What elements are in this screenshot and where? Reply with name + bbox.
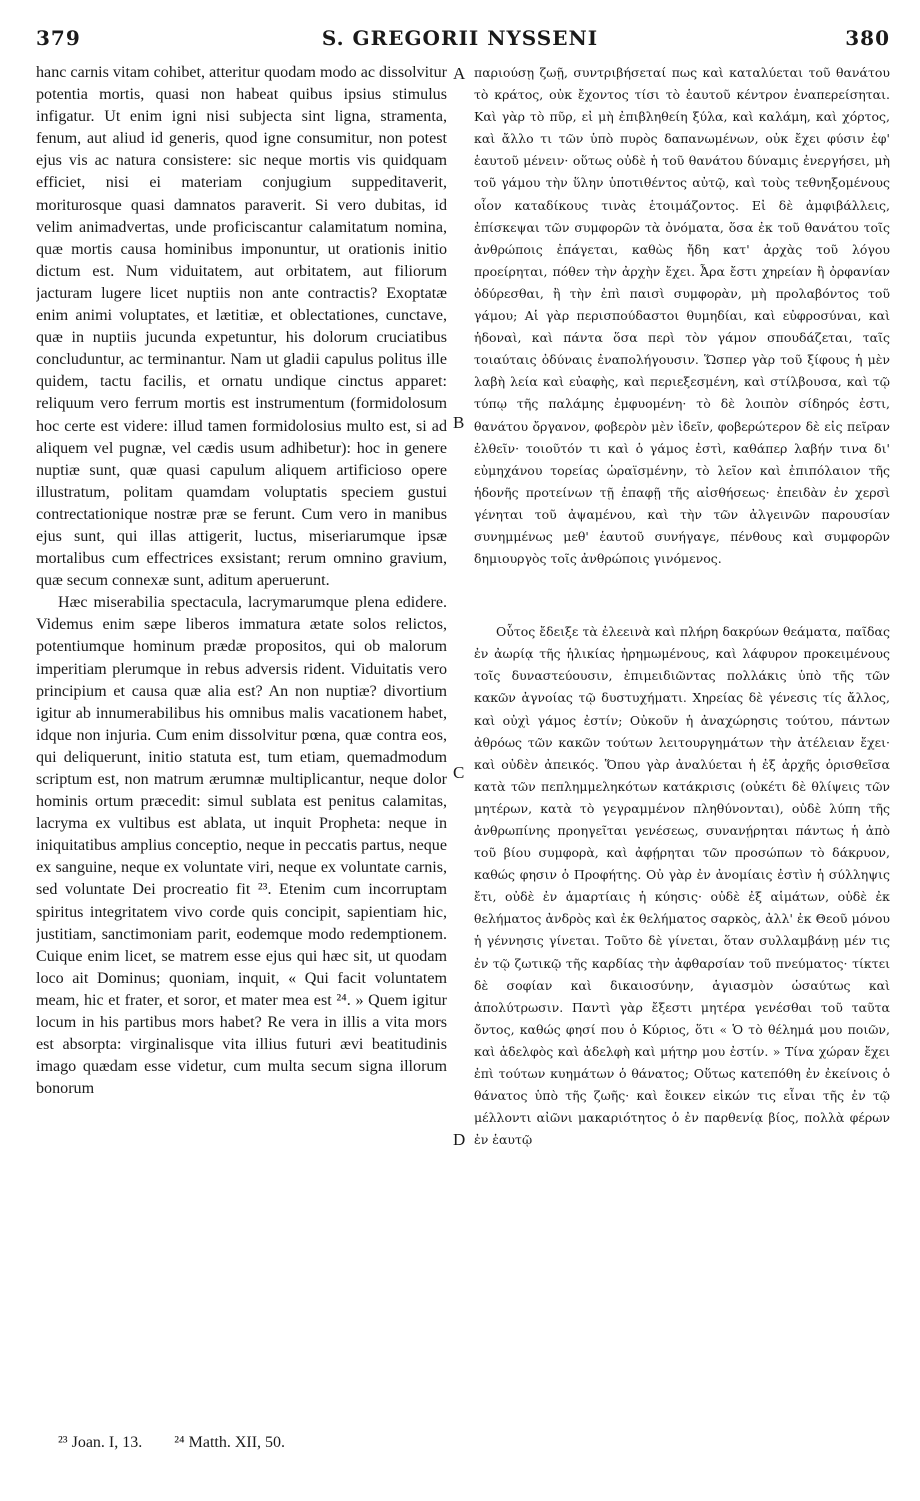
section-marker-c: C (453, 763, 465, 782)
section-marker-d: D (453, 1130, 466, 1149)
footnote-23: ²³ Joan. I, 13. (58, 1434, 143, 1451)
greek-paragraph-1: παριούσῃ ζωῇ, συντριβήσεταί πως καὶ καταλύεται τοῦ θανάτου τὸ κράτος, οὐκ ἔχοντος τίσι τὸ ἑαυτοῦ κέντρον ἐναπερείσηται. Καὶ γὰρ τὸ πῦρ, εἰ μὴ ἐπιβληθείη ξύλα, καὶ καλάμη, καὶ χόρτος, καὶ ἄλλο τι τῶν ὑπὸ πυρὸς δαπανωμένων, οὐκ ἔχει φύσιν ἐφ' ἑαυτοῦ μένειν· οὕτως οὐδὲ ἡ τοῦ θανάτου δύναμις ἐνεργήσει, μὴ τοῦ γάμου τὴν ὕλην ὑποτιθέντος αὐτῷ, καὶ τοὺς τεθνηξομένους οἷον καταδίκους τινὰς ἑτοιμάζοντος. Εἰ δὲ ἀμφιβάλλεις, ἐπίσκεψαι τῶν συμφορῶν τὰ ὀνόματα, ὅσα ἐκ τοῦ θανάτου τοῖς ἀνθρώποις ἐπάγεται, καθὼς ἤδη κατ' ἀρχὰς τοῦ λόγου προείρηται, πόθεν τὴν ἀρχὴν ἔχει. Ἆρα ἔστι χηρείαν ἢ ὀρφανίαν ὀδύρεσθαι, ἢ τὴν ἐπὶ παισὶ συμφορὰν, μὴ προλαβόντος τοῦ γάμου; Αἱ γὰρ περισπούδαστοι θυμηδίαι, καὶ εὐφροσύναι, καὶ ἡδοναὶ, καὶ πάντα ὅσα περὶ τὸν γάμον σπουδάζεται, ταῖς τοιαύταις ὀδύναις ἐναπολήγουσιν. Ὥσπερ γὰρ τοῦ ξίφους ἡ μὲν λαβὴ λεία καὶ εὐαφὴς, καὶ περιεξεσμένη, καὶ στίλβουσα, καὶ τῷ τύπῳ τῆς παλάμης ἐμφυομένη· τὸ δὲ λοιπὸν σίδηρός ἐστι, θανάτου ὄργανον, φοβερὸν μὲν ἰδεῖν, φοβερώτερον δὲ εἰς πεῖραν ἐλθεῖν· τοιοῦτόν τι καὶ ὁ γάμος ἐστὶ, καθάπερ λαβήν τινα δι' εὐμηχάνου τορείας ὡραϊσμένην, τὸ λεῖον καὶ ἐπιπόλαιον τῆς ἡδονῆς προτείνων τῇ ἐπαφῇ τῆς αἰσθήσεως· ἐπειδὰν ἐν χερσὶ γένηται τοῦ ἀψαμένου, καὶ τὴν τῶν ἀλγεινῶν παρουσίαν συνημμένως μεθ' ἑαυτοῦ συνήγαγε, πένθους καὶ συμφορῶν δημιουργὸς τοῖς ἀνθρώποις γινόμενος. (474, 65, 890, 567)
section-marker-b: B (453, 413, 465, 432)
latin-column (36, 62, 447, 1100)
page-header (0, 26, 920, 58)
greek-column (474, 62, 890, 1151)
footnotes (58, 1434, 313, 1452)
latin-paragraph-1: hanc carnis vitam cohibet, atteritur quodam modo ac dissolvitur potentia mortis, quasi non habeat quibus ipsius stimulus infigatur. Ut enim igni nisi subjecta sint ligna, stramenta, fenum, aut aliud id generis, quod igne consumitur, non potest ejus vis ac natura consistere: sic neque mortis vis quidquam efficiet, nisi ei materiam conjugium suppeditaverit, moriturosque quasi damnatos paraverit. Si vero dubitas, id velim animadvertas, unde proficiscantur calamitatum nomina, quæ mortis causa hominibus imponuntur, ut orationis initio dictum est. Num viduitatem, aut orbitatem, aut filiorum jacturam lugere licet nuptiis non ante contractis? Exoptatæ enim animi voluptates, et lætitiæ, et oblectationes, cunctave, quæ in nuptiis jucunda expetuntur, his dolorum cruciatibus concluduntur, ac terminantur. Nam ut gladii capulus politus ille quidem, tactu facilis, et ornatu undique cinctus apparet: reliquum vero ferrum mortis est instrumentum (formidolosum hoc certe est videre: illud tamen formidolosius multo est, si ad aliquem vel pugnæ, vel cædis usum adhibetur): hoc in genere nuptiæ sunt, quæ quasi capulum aliquem artificioso opere illustratum, politam quamdam voluptatis speciem gustui contrectationique nostræ præ se ferunt. Cum vero in manibus ejus sunt, qui illas attigerit, luctus, miseriarumque ipsæ mortalibus cum effectrices exsistant; rerum omnino gravium, quæ secum connexæ sunt, aditum aperuerunt. (36, 64, 447, 590)
page-number-left: 379 (36, 26, 81, 50)
greek-paragraph-2: Οὗτος ἔδειξε τὰ ἐλεεινὰ καὶ πλήρη δακρύων θεάματα, παῖδας ἐν ἀωρίᾳ τῆς ἡλικίας ἠρημωμένους, καὶ λάφυρον προκειμένους τοῖς δυναστεύουσιν, ἐπιμειδιῶντας πολλάκις ὑπὸ τῆς τῶν κακῶν ἀγνοίας τῷ δυστυχήματι. Χηρείας δὲ γένεσις τίς ἄλλος, καὶ οὐχὶ γάμος ἐστίν; Οὐκοῦν ἡ ἀναχώρησις τούτου, πάντων ἀθρόως τῶν κακῶν τούτων λειτουργημάτων τὴν ἀτέλειαν ἔχει· καὶ οὐδὲν ἀπεικός. Ὅπου γὰρ ἀναλύεται ἡ ἐξ ἀρχῆς ὁρισθεῖσα κατὰ τῶν πεπλημμεληκότων κατάκρισις (οὐκέτι δὲ θλίψεις τῶν μητέρων, κατὰ τὸ γεγραμμένον πληθύνονται), οὐδὲ λύπη τῆς ἀνθρωπίνης προηγεῖται γενέσεως, συνανῄρηται πάντως ἡ ἀπὸ τοῦ βίου συμφορὰ, καὶ ἀφῄρηται τῶν προσώπων τὸ δάκρυον, καθώς φησιν ὁ Προφήτης. Οὐ γὰρ ἐν ἀνομίαις ἐστὶν ἡ σύλληψις ἔτι, οὐδὲ ἐν ἁμαρτίαις ἡ κύησις· οὐδὲ ἐξ αἱμάτων, οὐδὲ ἐκ θελήματος ἀνδρὸς καὶ ἐκ θελήματος σαρκὸς, ἀλλ' ἐκ Θεοῦ μόνου ἡ γέννησις γίνεται. Τοῦτο δὲ γίνεται, ὅταν συλλαμβάνῃ μέν τις ἐν τῷ ζωτικῷ τῆς καρδίας τὴν ἀφθαρσίαν τοῦ πνεύματος· τίκτει δὲ σοφίαν καὶ δικαιοσύνην, ἁγιασμὸν ὡσαύτως καὶ ἀπολύτρωσιν. Παντὶ γὰρ ἔξεστι μητέρα γενέσθαι τοῦ ταῦτα ὄντος, καθώς φησί που ὁ Κύριος, ὅτι « Ὁ τὸ θέλημά μου ποιῶν, καὶ ἀδελφὸς καὶ ἀδελφὴ καὶ μήτηρ μου ἐστίν. » Τίνα χώραν ἔχει ἐπὶ τούτων κυημάτων ὁ θάνατος; Οὕτως κατεπόθη ἐν ἐκείνοις ὁ θάνατος ὑπὸ τῆς ζωῆς· καὶ ἔοικεν εἰκών τις εἶναι τῆς ἐν τῷ μέλλοντι αἰῶνι μακαριότητος ὁ ἐν παρθενίᾳ βίος, πολλὰ φέρων ἐν ἑαυτῷ (474, 624, 890, 1148)
section-marker-a: A (453, 64, 466, 83)
running-title: S. GREGORII NYSSENI (321, 26, 599, 50)
footnote-24: ²⁴ Matth. XII, 50. (174, 1434, 286, 1451)
latin-paragraph-2: Hæc miserabilia spectacula, lacrymarumque plena edidere. Videmus enim sæpe liberos immatura ætate solos relictos, potentiumque hominum prædæ propositos, qui ob malorum imperitiam plerumque in rebus adversis rident. Viduitatis vero principium et causa quæ alia est? An non nuptiæ? divortium igitur ab innumerabilibus his omnibus malis vacationem habet, idque non injuria. Cum enim dissolvitur pœna, quæ contra eos, qui deliquerunt, initio statuta est, tum etiam, quemadmodum scriptum est, non matrum ærumnæ multiplicantur, neque dolor hominis ortum præcedit: simul sublata est penitus calamitas, lacryma ex vultibus est ablata, ut inquit Propheta: neque in iniquitatibus amplius conceptio, neque in peccatis partus, neque ex sanguine, neque ex voluntate viri, neque ex voluntate carnis, sed voluntate Dei procreatio fit ²³. Etenim cum incorruptam spiritus integritatem vivo corde quis concipit, sapientiam hic, justitiam, sanctimoniam parit, eodemque modo redemptionem. Cuique enim licet, se matrem esse ejus qui hæc sit, ut quodam loco ait Dominus; quoniam, inquit, « Qui facit voluntatem meam, hic et frater, et soror, et mater mea est ²⁴. » Quem igitur locum in his partibus mors habet? Re vera in illis a vita mors est absorpta: virginalisque vita illius futuri ævi beatitudinis imago quædam esse videtur, cum multa secum signa illorum bonorum (36, 594, 447, 1098)
page-number-right: 380 (845, 26, 890, 50)
